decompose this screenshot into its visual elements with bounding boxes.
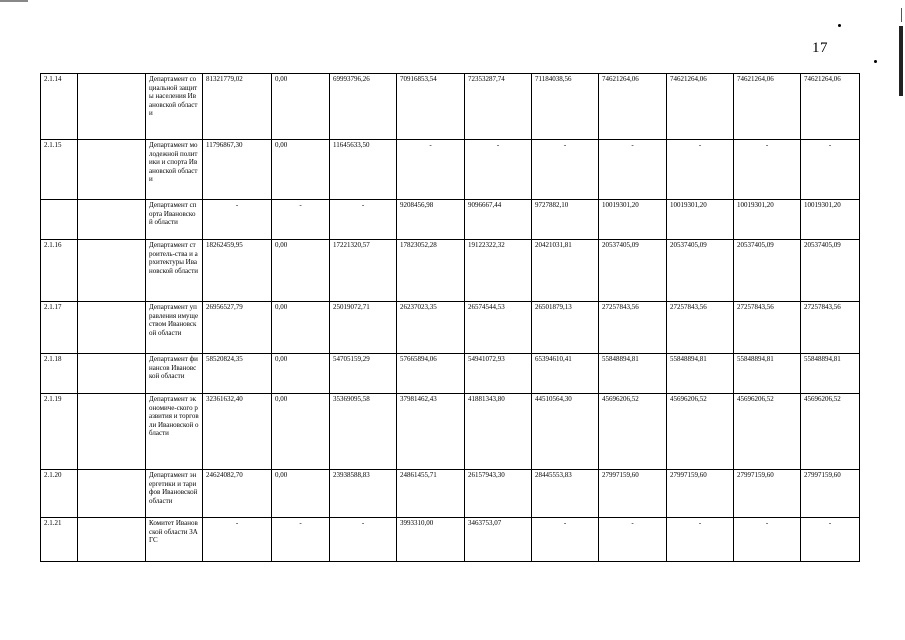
value-cell: 17221320,57: [330, 240, 397, 302]
value-cell: 57665894,06: [397, 354, 465, 394]
scan-dot: [838, 24, 841, 27]
value-cell: 26501879,13: [532, 302, 599, 354]
department-name: Департамент спорта Ивановской области: [146, 200, 203, 240]
value-cell: 24861455,71: [397, 470, 465, 518]
value-cell: 27257843,56: [667, 302, 734, 354]
value-cell: 71184038,56: [532, 74, 599, 140]
value-cell: 19122322,32: [465, 240, 532, 302]
value-cell: 27997159,60: [599, 470, 667, 518]
department-name: Департамент управления имуществом Ивановской области: [146, 302, 203, 354]
value-cell: -: [272, 200, 330, 240]
scan-artifact-top-left: [0, 0, 28, 2]
value-cell: 10019301,20: [599, 200, 667, 240]
value-cell: 27997159,60: [801, 470, 860, 518]
value-cell: 65394610,41: [532, 354, 599, 394]
empty-cell: [78, 518, 146, 562]
value-cell: 27257843,56: [734, 302, 801, 354]
value-cell: 0,00: [272, 140, 330, 200]
value-cell: 55848894,81: [667, 354, 734, 394]
value-cell: -: [801, 140, 860, 200]
table-row: [41, 240, 860, 302]
value-cell: 10019301,20: [801, 200, 860, 240]
value-cell: 27257843,56: [599, 302, 667, 354]
value-cell: 27997159,60: [667, 470, 734, 518]
department-name: Департамент строитель-ства и архитектуры Ивановской области: [146, 240, 203, 302]
value-cell: -: [203, 518, 272, 562]
row-code: 2.1.17: [41, 302, 78, 354]
value-cell: 74621264,06: [734, 74, 801, 140]
scan-dot: [874, 60, 877, 63]
empty-cell: [78, 74, 146, 140]
value-cell: 27257843,56: [801, 302, 860, 354]
scan-artifact-right-thin: [901, 8, 902, 22]
value-cell: 0,00: [272, 354, 330, 394]
value-cell: 20537405,09: [667, 240, 734, 302]
value-cell: 20421031,81: [532, 240, 599, 302]
value-cell: 54705159,29: [330, 354, 397, 394]
value-cell: -: [734, 518, 801, 562]
value-cell: 25019072,71: [330, 302, 397, 354]
value-cell: 26956527,79: [203, 302, 272, 354]
row-code: 2.1.16: [41, 240, 78, 302]
department-name: Департамент социальной защиты населения Ивановской области: [146, 74, 203, 140]
department-name: Департамент экономиче-ского развития и торговли Ивановской области: [146, 394, 203, 470]
value-cell: 10019301,20: [667, 200, 734, 240]
value-cell: 11645633,50: [330, 140, 397, 200]
value-cell: 20537405,09: [734, 240, 801, 302]
value-cell: -: [272, 518, 330, 562]
value-cell: 9727882,10: [532, 200, 599, 240]
value-cell: 0,00: [272, 240, 330, 302]
value-cell: 32361632,40: [203, 394, 272, 470]
value-cell: 26574544,53: [465, 302, 532, 354]
value-cell: 70916853,54: [397, 74, 465, 140]
value-cell: 45696206,52: [801, 394, 860, 470]
value-cell: -: [801, 518, 860, 562]
value-cell: 20537405,09: [599, 240, 667, 302]
value-cell: 0,00: [272, 302, 330, 354]
value-cell: 20537405,09: [801, 240, 860, 302]
value-cell: 3463753,07: [465, 518, 532, 562]
row-code: 2.1.21: [41, 518, 78, 562]
empty-cell: [78, 240, 146, 302]
value-cell: 74621264,06: [801, 74, 860, 140]
value-cell: -: [599, 518, 667, 562]
value-cell: 0,00: [272, 394, 330, 470]
value-cell: 26237023,35: [397, 302, 465, 354]
row-code: 2.1.15: [41, 140, 78, 200]
value-cell: -: [599, 140, 667, 200]
row-code: 2.1.20: [41, 470, 78, 518]
value-cell: 0,00: [272, 470, 330, 518]
table-row: [41, 470, 860, 518]
table-row: [41, 302, 860, 354]
value-cell: 55848894,81: [599, 354, 667, 394]
value-cell: 27997159,60: [734, 470, 801, 518]
empty-cell: [78, 354, 146, 394]
value-cell: 58520824,35: [203, 354, 272, 394]
budget-table: [40, 73, 860, 562]
department-name: Департамент финансов Ивановской области: [146, 354, 203, 394]
department-name: Департамент энергетики и тарифов Ивановской области: [146, 470, 203, 518]
table-row: [41, 394, 860, 470]
value-cell: 45696206,52: [599, 394, 667, 470]
value-cell: 0,00: [272, 74, 330, 140]
value-cell: 11796867,30: [203, 140, 272, 200]
empty-cell: [78, 302, 146, 354]
value-cell: 35369095,58: [330, 394, 397, 470]
value-cell: 41881343,80: [465, 394, 532, 470]
value-cell: -: [667, 140, 734, 200]
table-row: [41, 74, 860, 140]
value-cell: -: [667, 518, 734, 562]
value-cell: 10019301,20: [734, 200, 801, 240]
value-cell: 26157943,30: [465, 470, 532, 518]
value-cell: 45696206,52: [667, 394, 734, 470]
value-cell: -: [734, 140, 801, 200]
value-cell: 24624082,70: [203, 470, 272, 518]
table-row: [41, 354, 860, 394]
value-cell: 9096667,44: [465, 200, 532, 240]
value-cell: 3993310,00: [397, 518, 465, 562]
value-cell: 74621264,06: [667, 74, 734, 140]
value-cell: 45696206,52: [734, 394, 801, 470]
value-cell: 23938588,83: [330, 470, 397, 518]
value-cell: -: [203, 200, 272, 240]
empty-cell: [78, 470, 146, 518]
value-cell: -: [465, 140, 532, 200]
page-number: 17: [812, 40, 828, 56]
department-name: Комитет Ивановской области ЗАГС: [146, 518, 203, 562]
value-cell: 54941072,93: [465, 354, 532, 394]
scan-artifact-right-bar: [899, 26, 903, 96]
empty-cell: [78, 394, 146, 470]
value-cell: 55848894,81: [734, 354, 801, 394]
value-cell: -: [532, 140, 599, 200]
row-code: 2.1.19: [41, 394, 78, 470]
department-name: Департамент молодежной политики и спорта Ивановской области: [146, 140, 203, 200]
value-cell: -: [330, 518, 397, 562]
value-cell: 9208456,98: [397, 200, 465, 240]
value-cell: 28445553,83: [532, 470, 599, 518]
value-cell: 81321779,02: [203, 74, 272, 140]
table-row: [41, 518, 860, 562]
value-cell: 44510564,30: [532, 394, 599, 470]
value-cell: 37981462,43: [397, 394, 465, 470]
value-cell: 72353287,74: [465, 74, 532, 140]
row-code: [41, 200, 78, 240]
value-cell: 69993796,26: [330, 74, 397, 140]
value-cell: 55848894,81: [801, 354, 860, 394]
value-cell: -: [397, 140, 465, 200]
row-code: 2.1.14: [41, 74, 78, 140]
empty-cell: [78, 140, 146, 200]
table-row: [41, 200, 860, 240]
value-cell: 17823052,28: [397, 240, 465, 302]
value-cell: 18262459,95: [203, 240, 272, 302]
row-code: 2.1.18: [41, 354, 78, 394]
value-cell: 74621264,06: [599, 74, 667, 140]
value-cell: -: [330, 200, 397, 240]
table-row: [41, 140, 860, 200]
empty-cell: [78, 200, 146, 240]
value-cell: -: [532, 518, 599, 562]
